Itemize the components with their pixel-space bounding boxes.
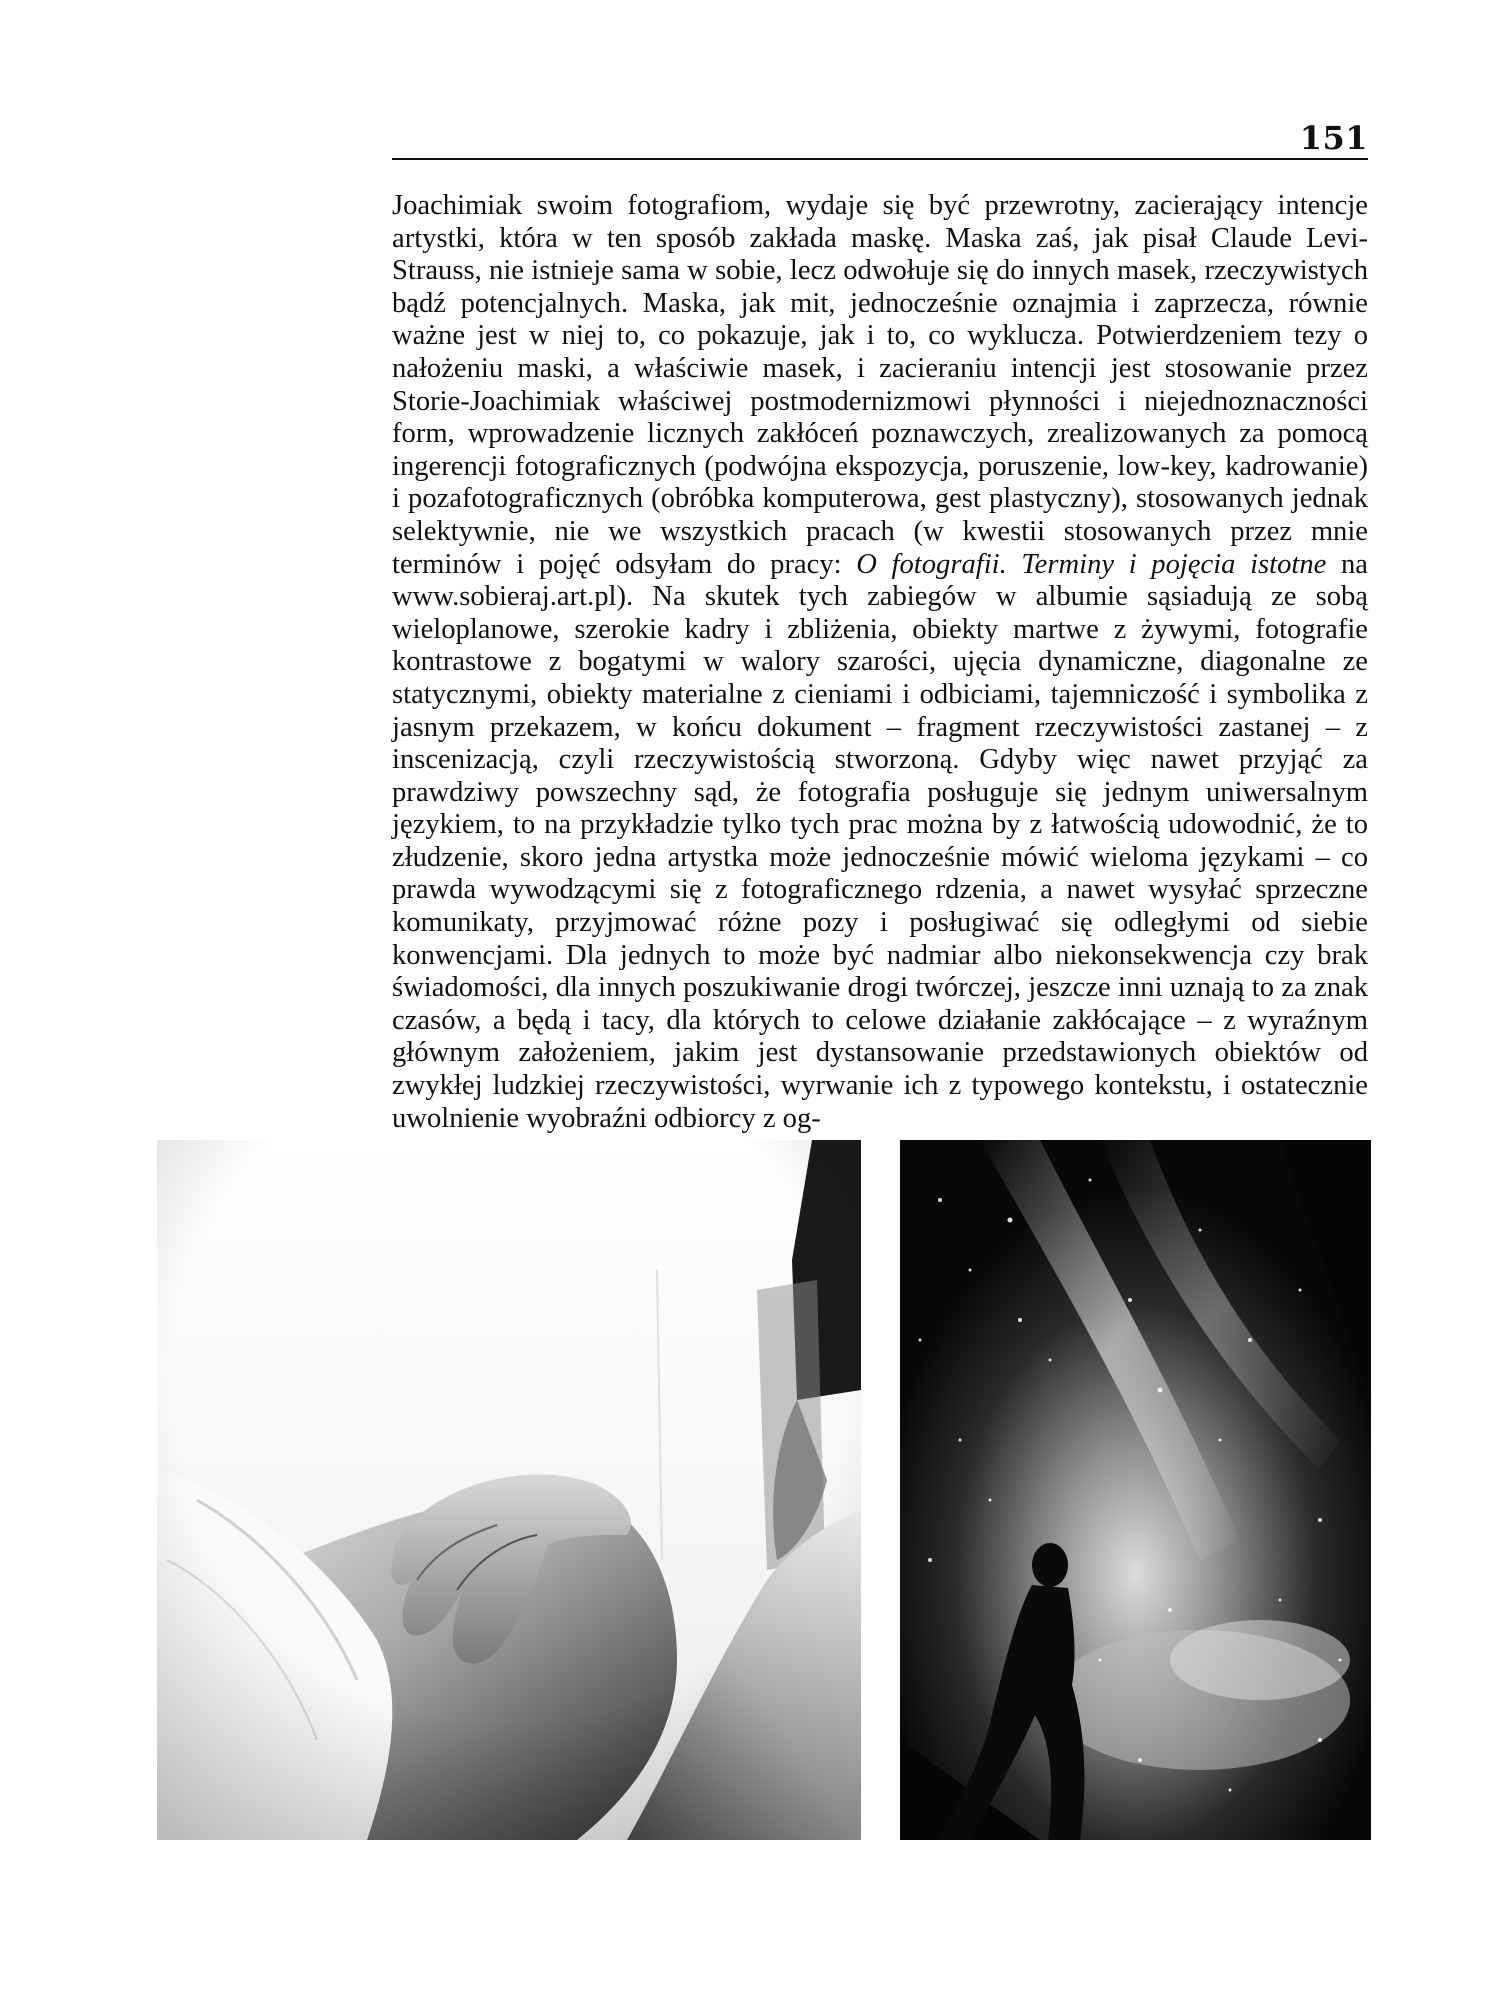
book-title-italic: O fotografii. Terminy i pojęcia istotne: [856, 548, 1327, 580]
page-number: 151: [1299, 119, 1368, 157]
body-text-part-1: Joachimiak swoim fotografiom, wydaje się być przewrotny, zacierający intencje artystki, która w ten sposób zakłada maskę. Maska zaś, jak pisał Claude Levi-Strauss, nie istnieje sama w sobie, lecz odwołuje się do innych masek, rzeczywistych bądź potencjalnych. Maska, jak mit, jednocześnie oznajmia i zaprzecza, równie ważne jest w niej to, co pokazuje, jak i to, co wyklucza. Potwierdzeniem tezy o nałożeniu maski, a właściwie masek, i zacieraniu intencji jest stosowanie przez Storie-Joachimiak właściwej postmodernizmowi płynności i niejednoznaczności form, wprowadzenie licznych zakłóceń poznawczych, zrealizowanych za pomocą ingerencji fotograficznych (podwójna ekspozycja, poruszenie, low-key, kadrowanie) i pozafotograficznych (obróbka komputerowa, gest plastyczny), stosowanych jednak selektywnie, nie we wszystkich pracach (w kwestii stosowanych przez mnie terminów i pojęć odsyłam do pracy:: [392, 190, 1368, 580]
body-text-part-2: na www.sobieraj.art.pl). Na skutek tych zabiegów w albumie sąsiadują ze sobą wieloplanowe, szerokie kadry i zbliżenia, obiekty martwe z żywymi, fotografie kontrastowe z bogatymi w walory szarości, ujęcia dynamiczne, diagonalne ze statycznymi, obiekty materialne z cieniami i odbiciami, tajemniczość i symbolika z jasnym przekazem, w końcu dokument – fragment rzeczywistości zastanej – z inscenizacją, czyli rzeczywistością stworzoną. Gdyby więc nawet przyjąć za prawdziwy powszechny sąd, że fotografia posługuje się jednym uniwersalnym językiem, to na przykładzie tylko tych prac można by z łatwością udowodnić, że to złudzenie, skoro jedna artystka może jednocześnie mówić wieloma językami – co prawda wywodzącymi się z fotograficznego rdzenia, a nawet wysyłać sprzeczne komunikaty, przyjmować różne pozy i posługiwać się odległymi od siebie konwencjami. Dla jednych to może być nadmiar albo niekonsekwencja czy brak świadomości, dla innych poszukiwanie drogi twórczej, jeszcze inni uznają to za znak czasów, a będą i tacy, dla których to celowe działanie zakłócające – z wyraźnym głównym założeniem, jakim jest dystansowanie przedstawionych obiektów od zwykłej ludzkiej rzeczywistości, wyrwanie ich z typowego kontekstu, i ostatecznie uwolnienie wyobraźni odbiorcy z og-: [392, 548, 1368, 1134]
photo-hands-on-legs: [157, 1140, 861, 1840]
photo-shadow-reflection: [900, 1140, 1371, 1840]
photo-shadow-reflection-drawing: [900, 1140, 1371, 1840]
header-rule: [392, 158, 1368, 160]
photo-hands-on-legs-drawing: [157, 1140, 861, 1840]
body-paragraph: [392, 190, 1368, 1135]
